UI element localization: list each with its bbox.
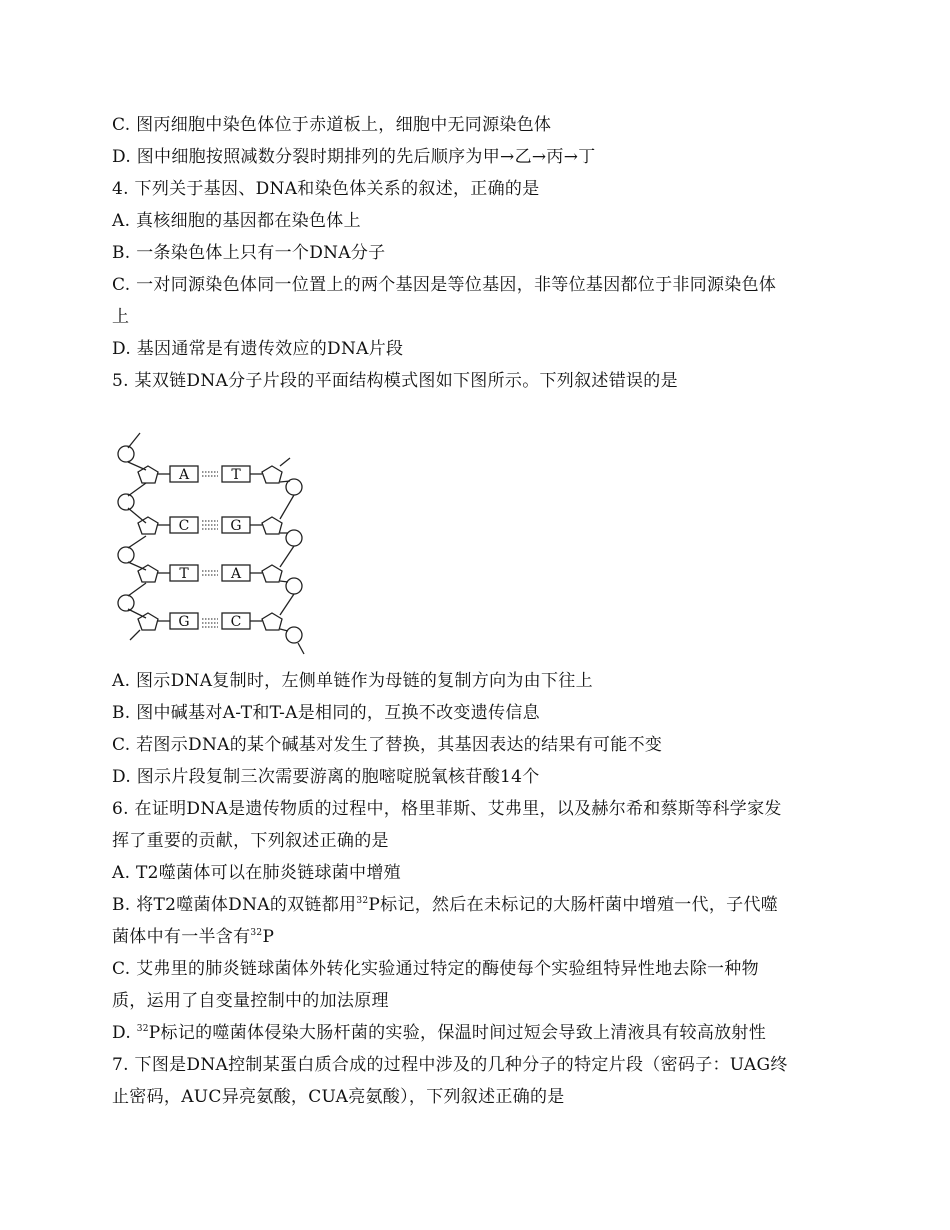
question-6-line2: 挥了重要的贡献，下列叙述正确的是	[112, 831, 389, 851]
option-4a: A. 真核细胞的基因都在染色体上	[112, 211, 361, 231]
right-strand-tail-top	[280, 458, 290, 466]
sugar-left-1	[138, 466, 158, 483]
option-3d: D. 图中细胞按照减数分裂时期排列的先后顺序为甲→乙→丙→丁	[112, 147, 596, 167]
option-6c-line1: C. 艾弗里的肺炎链球菌体外转化实验通过特定的酶使每个实验组特异性地去除一种物	[112, 959, 759, 979]
option-3c: C. 图丙细胞中染色体位于赤道板上，细胞中无同源染色体	[112, 115, 552, 135]
left-strand-tail-top	[128, 433, 140, 448]
option-4c-line2: 上	[112, 307, 130, 327]
dna-structure-diagram	[112, 428, 312, 658]
option-4c-line1: C. 一对同源染色体同一位置上的两个基因是等位基因，非等位基因都位于非同源染色体	[112, 275, 777, 295]
isotope-superscript: 32	[356, 896, 369, 906]
phosphate-right-3	[286, 578, 302, 594]
question-7-line2: 止密码，AUC异亮氨酸，CUA亮氨酸），下列叙述正确的是	[112, 1087, 565, 1107]
base-label-left-1: A	[178, 467, 190, 483]
option-6d	[112, 1022, 838, 1044]
sugar-right-1	[262, 466, 282, 483]
option-6b-text-pre: B. 将T2噬菌体DNA的双链都用	[112, 895, 357, 915]
option-6b2-text-post: P	[262, 927, 275, 947]
base-label-right-2: G	[230, 518, 242, 534]
sugar-right-4	[262, 613, 282, 630]
isotope-superscript: 32	[136, 1024, 149, 1034]
question-7-line1: 7. 下图是DNA控制某蛋白质合成的过程中涉及的几种分子的特定片段（密码子：UAG终	[112, 1055, 788, 1075]
question-4: 4. 下列关于基因、DNA和染色体关系的叙述，正确的是	[112, 179, 540, 199]
option-6b2-text-pre: 菌体中有一半含有	[112, 927, 251, 947]
base-label-left-2: C	[178, 518, 190, 534]
option-6b-line1	[112, 894, 838, 916]
option-6d-text-pre: D.	[112, 1023, 137, 1043]
base-label-left-3: T	[179, 566, 189, 582]
option-6a: A. T2噬菌体可以在肺炎链球菌中增殖	[112, 863, 401, 883]
option-5d: D. 图示片段复制三次需要游离的胞嘧啶脱氧核苷酸14个	[112, 767, 540, 787]
option-4d: D. 基因通常是有遗传效应的DNA片段	[112, 339, 404, 359]
isotope-superscript: 32	[250, 928, 263, 938]
option-6c-line2: 质，运用了自变量控制中的加法原理	[112, 991, 389, 1011]
option-6b-text-post: P标记，然后在未标记的大肠杆菌中增殖一代，子代噬	[368, 895, 779, 915]
phosphate-left-2	[118, 494, 134, 510]
phosphate-right-4	[286, 627, 302, 643]
question-6-line1: 6. 在证明DNA是遗传物质的过程中，格里菲斯、艾弗里，以及赫尔希和蔡斯等科学家发	[112, 799, 782, 819]
base-label-right-4: C	[230, 614, 242, 630]
option-5c: C. 若图示DNA的某个碱基对发生了替换，其基因表达的结果有可能不变	[112, 735, 663, 755]
base-label-left-4: G	[178, 614, 190, 630]
phosphate-left-4	[118, 595, 134, 611]
base-label-right-1: T	[231, 467, 241, 483]
phosphate-left-3	[118, 547, 134, 563]
question-5: 5. 某双链DNA分子片段的平面结构模式图如下图所示。下列叙述错误的是	[112, 371, 678, 391]
option-6b-line2	[112, 926, 838, 948]
sugar-right-3	[262, 565, 282, 582]
phosphate-left-1	[118, 446, 134, 462]
sugar-right-2	[262, 517, 282, 534]
phosphate-right-2	[286, 530, 302, 546]
base-label-right-3: A	[230, 566, 242, 582]
option-5b: B. 图中碱基对A-T和T-A是相同的，互换不改变遗传信息	[112, 703, 540, 723]
option-5a: A. 图示DNA复制时，左侧单链作为母链的复制方向为由下往上	[112, 671, 593, 691]
option-4b: B. 一条染色体上只有一个DNA分子	[112, 243, 386, 263]
option-6d-text-post: P标记的噬菌体侵染大肠杆菌的实验，保温时间过短会导致上清液具有较高放射性	[148, 1023, 767, 1043]
